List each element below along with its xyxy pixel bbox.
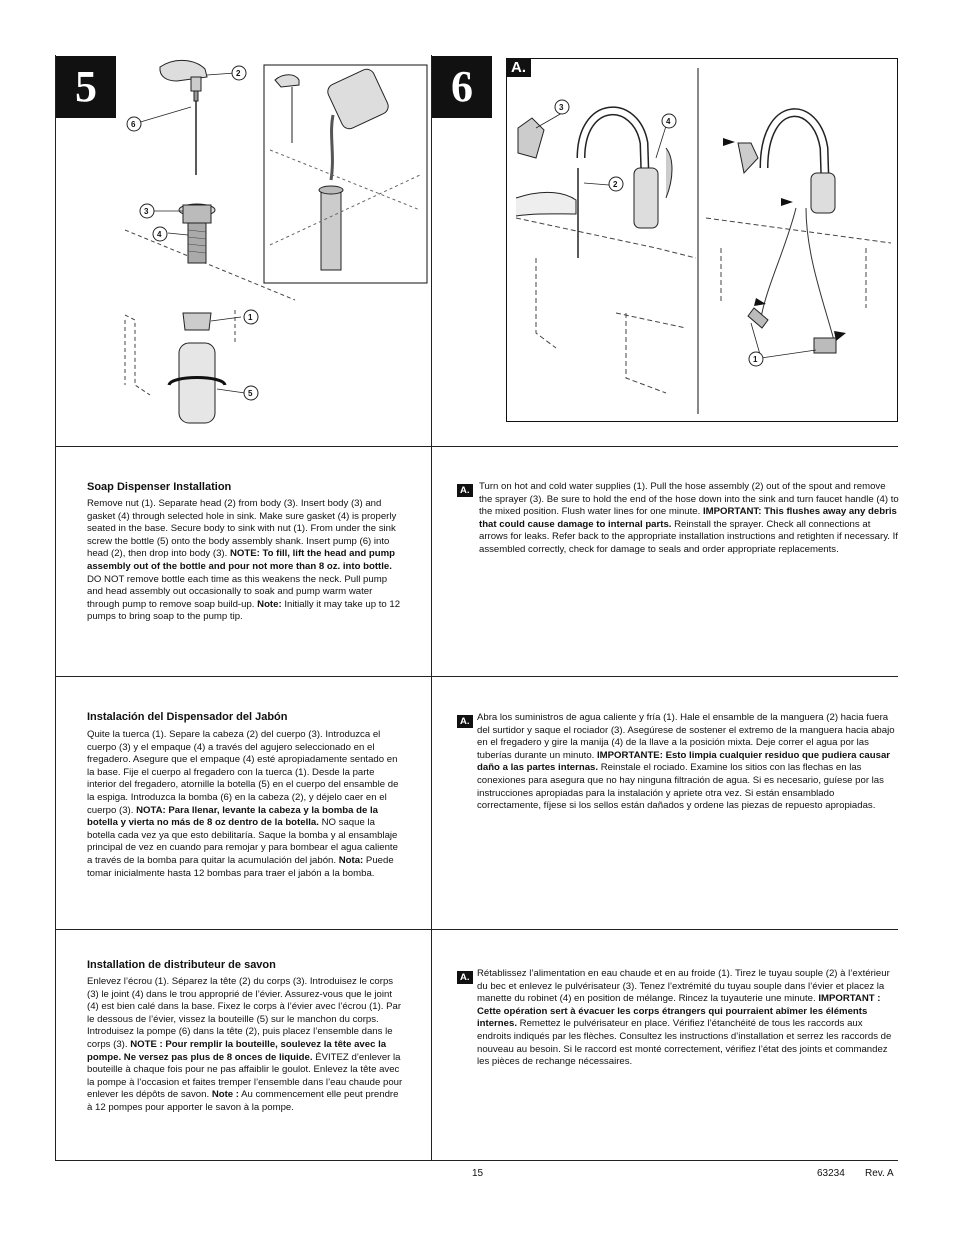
step-5-number: 5: [56, 56, 116, 118]
step-6-badge-en: A.: [457, 484, 473, 497]
step-5-callouts: [120, 60, 270, 410]
step-6-body-en: [457, 481, 899, 557]
step-6-badge-fr: A.: [457, 971, 473, 984]
callout-4-label: 4: [157, 230, 162, 239]
callout-2-label: 2: [236, 69, 241, 78]
step-6-sub-label: A.: [506, 58, 531, 77]
step-6-text-fr: Rétablissez l’alimentation en eau chaude et en au froide (1). Tirez le tuyau souple (2) à l’extérieur du bec et enlevez le pulvérisateur (3). Tenez l’extrémité du tuyau souple dans l’évier et placez la manette du robinet (4) en position de mélange. Rincez la tuyauterie une minute. IMPORTANT : Cette opération sert à évacuer les corps étrangers qui pourraient abîmer les éléments internes. Remettez le pulvérisateur en place. Vérifiez l’étanchéité de tous les raccords aux endroits indiqués par les flèches. Consultez les instructions d’installation et serrez les raccords de nouveau au besoin. Si le raccord est monté correctement, vérifiez l’état des joints et commandez les pièces de rechange nécessaires.: [477, 968, 892, 1068]
step-6-callouts: [550, 95, 780, 375]
soap-dispenser-body-en: Remove nut (1). Separate head (2) from body (3). Insert body (3) and gasket (4) through selected hole in sink. Make sure gasket (4) is properly seated in the base. Secure body to sink with nut (1). From under the sink screw the bottle (5) onto the body assembly shank. Insert pump (6) into head (2), then drop into body (3). NOTE: To fill, lift the head and pump assembly out of the bottle and pour not more than 8 oz. into bottle. DO NOT remove bottle each time as this weakens the neck. Pull pump and head assembly out occasionally to soak and pump warm water through pump to remove soap build-up. Note: Initially it may take up to 12 pumps to bring soap to the pump tip.: [87, 498, 401, 623]
callout-1-label: 1: [753, 355, 758, 364]
step-6-text-es: Abra los suministros de agua caliente y fría (1). Hale el ensamble de la manguera (2) hacia fuera del surtidor y saque el rociador (3). Asegúrese de sostener el extremo de la manguera hacia abajo en el fregadero y gire la manija (4) de la llave a la posición mixta. Deje correr el agua por las tuberías durante un minuto. IMPORTANTE: Esto limpia cualquier residuo que pudiera causar daño a las partes internas. Reinstale el rociado. Examine los sitios con las flechas en las conexiones para asegura que no hay ninguna filtración de agua. Si es necesario, guíese por las instrucciones apropiadas para la instalación y apriete otra vez. Si están ensamblado correctamente, fíjese si los sellos están dañados y ordene las piezas de repuesto apropiadas.: [477, 712, 895, 812]
callout-5-label: 5: [248, 389, 253, 398]
row-divider-2: [55, 676, 898, 677]
revision: Rev. A: [865, 1168, 894, 1179]
soap-dispenser-heading-es: Instalación del Dispensador del Jabón: [87, 711, 288, 723]
row-divider-1: [55, 446, 898, 447]
bottom-border: [55, 1160, 898, 1161]
document-id: 63234: [817, 1168, 845, 1179]
soap-dispenser-heading-fr: Installation de distributeur de savon: [87, 959, 276, 971]
step-6-number: 6: [432, 56, 492, 118]
callout-4-label: 4: [666, 117, 671, 126]
callout-2-label: 2: [613, 180, 618, 189]
column-divider: [431, 55, 432, 1161]
row-divider-3: [55, 929, 898, 930]
step-6-body-fr: [457, 968, 899, 1069]
page-number: 15: [472, 1168, 484, 1179]
step-6-badge-es: A.: [457, 715, 473, 728]
callout-1-label: 1: [248, 313, 253, 322]
left-border: [55, 55, 56, 1161]
step-6-text-en: Turn on hot and cold water supplies (1). Pull the hose assembly (2) out of the spout and remove the sprayer (3). Be sure to hold the end of the hose down into the sink and turn faucet handle (4) to the mixed position. Flush water lines for one minute. IMPORTANT: This flushes away any debris that could cause damage to internal parts. Reinstall the sprayer. Check all connections at arrows for leaks. Refer back to the appropriate installation instructions and retighten if necessary. If assembled correctly, check for damage to seals and order appropriate replacements.: [479, 481, 899, 555]
step-6-body-es: [457, 712, 899, 813]
callout-6-label: 6: [131, 120, 136, 129]
callout-3-label: 3: [559, 103, 564, 112]
soap-dispenser-body-fr: Enlevez l’écrou (1). Séparez la tête (2) du corps (3). Introduisez le corps (3) le joint (4) dans le trou approprié de l’évier. Assurez-vous que le joint (4) est bien calé dans la base. Fixez le corps à l’évier avec l’écrou (1). Par le dessous de l’évier, vissez la bouteille (5) sur le manchon du corps. Introduisez la pompe (6) dans la tête (2), puis placez l’ensemble dans le corps (3). NOTE : Pour remplir la bouteille, soulevez la tête avec la pompe. Ne versez pas plus de 8 onces de liquide. ÉVITEZ d’enlever la bouteille à chaque fois pour ne pas affaiblir le goulot. Enlevez la tête avec la pompe à l’occasion et faites tremper l’ensemble dans l’eau chaude pour enlever les dépôts de savon. Note : Au commencement elle peut prendre à 12 pompes pour apporter le savon à la pompe.: [87, 976, 403, 1113]
soap-dispenser-body-es: Quite la tuerca (1). Separe la cabeza (2) del cuerpo (3). Introduzca el cuerpo (3) y el empaque (4) a través del agujero seleccionado en el fregadero. Asegure que el empaque (4) esté apropiadamente sentado en la base. Fije el cuerpo al fregadero con la tuerca (1). Desde la parte interior del fregadero, atornille la botella (5) en el cuerpo del ensamble de la espiga. Introduzca la bomba (6) en la cabeza (2), y déjelo caer en el cuerpo (3). NOTA: Para llenar, levante la cabeza y la bomba de la botella y vierta no más de 8 oz dentro de la botella. NO saque la botella cada vez ya que esto debilitaría. Saque la bomba y al ensamblaje principal de vez en cuando para remojar y para bombear el agua caliente a través de la bomba para quitar la acumulación del jabón. Nota: Puede tomar inicialmente hasta 12 bombas para traer el jabón a la bomba.: [87, 729, 399, 879]
soap-dispenser-heading-en: Soap Dispenser Installation: [87, 481, 232, 493]
callout-3-label: 3: [144, 207, 149, 216]
